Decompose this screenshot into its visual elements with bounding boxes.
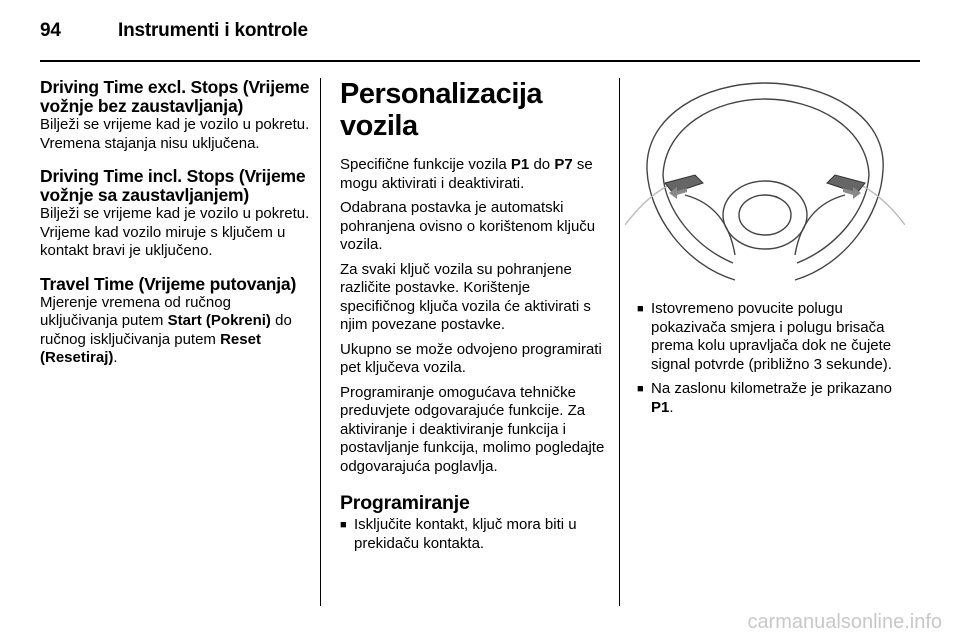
section-heading-driving-incl: Driving Time incl. Stops (Vrijeme vožnje sa zaustavljanjem)	[40, 166, 306, 205]
chapter-title: Personalizacija vozila	[340, 78, 543, 142]
start-label: Start (Pokreni)	[167, 312, 271, 329]
watermark: carmanualsonline.info	[747, 611, 942, 633]
section-text-driving-incl: Bilježi se vrijeme kad je vozilo u pokretu. Vrijeme kad vozilo miruje s ključem u kontakt bravi je uključeno.	[40, 205, 310, 259]
page-header	[40, 20, 308, 42]
list-item: ■ Istovremeno povucite polugu pokazivača smjera i polugu brisača prema kolu upravljača dok ne čujete signal potvrde (približno 3 sekunde).	[637, 300, 892, 373]
section-heading-driving-excl: Driving Time excl. Stops (Vrijeme vožnje bez zaustavljanja)	[40, 77, 310, 116]
section-text-driving-excl: Bilježi se vrijeme kad je vozilo u pokretu. Vremena stajanja nisu uključena.	[40, 116, 310, 152]
paragraph-functions: Specifične funkcije vozila P1 do P7 se mogu aktivirati i deaktivirati.	[340, 156, 593, 192]
list-item: ■ Isključite kontakt, ključ mora biti u prekidaču kontakta.	[340, 516, 577, 552]
middle-column	[340, 78, 605, 559]
section-heading-travel-time: Travel Time (Vrijeme putovanja)	[40, 273, 297, 294]
section-text-travel-time: Mjerenje vremena od ručnog uključivanja putem Start (Pokreni) do ručnog isključivanja putem Reset (Resetiraj).	[40, 293, 292, 366]
bullet-square-icon: ■	[637, 303, 644, 315]
page-number: 94	[40, 20, 61, 41]
subheading-programming: Programiranje	[340, 492, 470, 514]
left-column	[40, 78, 310, 368]
reset-label: Reset (Resetiraj)	[40, 330, 261, 366]
column-divider-right	[619, 78, 620, 606]
paragraph-five-keys: Ukupno se može odvojeno programirati pet ključeva vozila.	[340, 340, 602, 376]
right-column	[637, 300, 907, 423]
paragraph-preconditions: Programiranje omogućava tehničke preduvjete odgovarajuće funkcije. Za aktiviranje i deaktiviranje funkcija i postavljanje funkcija, molimo pogledajte odgovarajuća poglavlja.	[340, 383, 605, 475]
paragraph-keys: Za svaki ključ vozila su pohranjene različite postavke. Korištenje specifičnog ključa vozila će aktivirati s njim povezane postavke.	[340, 260, 591, 333]
bullet-square-icon: ■	[340, 519, 347, 531]
bullet-square-icon: ■	[637, 383, 644, 395]
page-title: Instrumenti i kontrole	[118, 20, 308, 41]
header-rule	[40, 60, 920, 62]
paragraph-stored: Odabrana postavka je automatski pohranjena ovisno o korištenom ključu vozila.	[340, 199, 596, 253]
steering-wheel-illustration-icon	[625, 75, 905, 287]
list-item: ■ Na zaslonu kilometraže je prikazano P1.	[637, 380, 892, 416]
column-divider-left	[320, 78, 321, 606]
